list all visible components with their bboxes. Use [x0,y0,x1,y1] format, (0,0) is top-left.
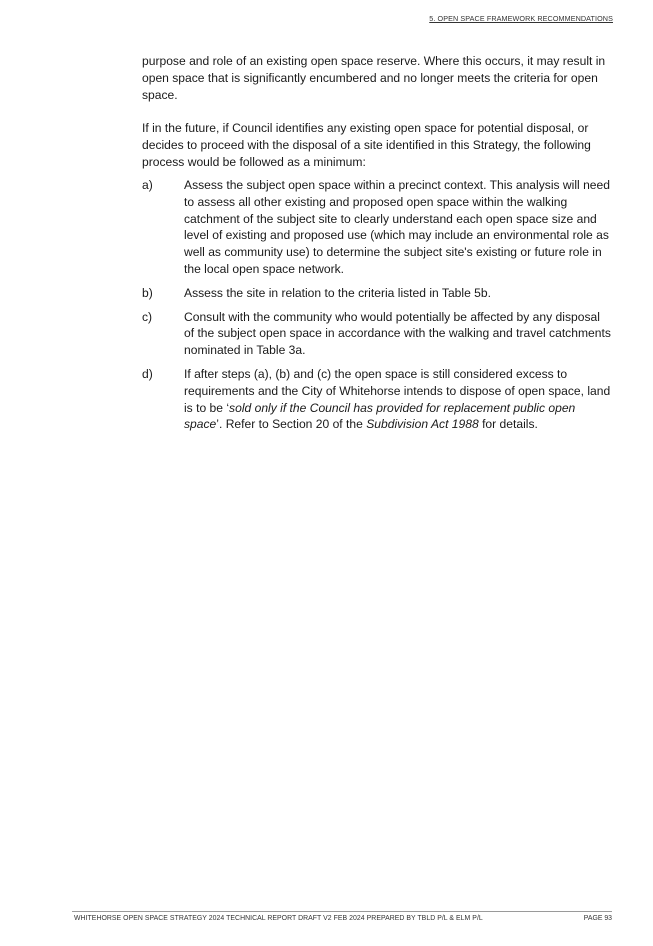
list-item-text [184,366,612,433]
page-number: PAGE 93 [583,915,612,922]
paragraph-intro: purpose and role of an existing open space reserve. Where this occurs, it may result in open space that is significantly encumbered and no longer meets the criteria for open space. [142,54,606,102]
list-marker: d) [142,366,153,381]
list-item [142,366,612,433]
list-marker: b) [142,285,153,300]
list-item-text-after: for details. [478,417,538,432]
list-item-text-middle: ’. Refer to Section 20 of the [216,417,367,432]
footer-document-info: WHITEHORSE OPEN SPACE STRATEGY 2024 TECHNICAL REPORT DRAFT V2 FEB 2024 PREPARED BY TBLD P/L & ELM P/L [74,915,483,922]
list-item [142,285,612,302]
list-item-text: Consult with the community who would potentially be affected by any disposal of the subject open space in accordance with the walking and travel catchments nominated in Table 3a. [184,309,611,358]
list-item-italic-act: Subdivision Act 1988 [366,417,479,432]
list-marker: c) [142,309,153,324]
list-item [142,177,612,278]
list-item-italic-quote: sold only if the Council has provided for replacement public open space [184,400,576,432]
process-list [142,177,612,440]
list-marker: a) [142,178,153,192]
paragraph-disposal-process: If in the future, if Council identifies any existing open space for potential disposal, or decides to proceed with the disposal of a site identified in this Strategy, the following process would be followed as a minimum: [142,121,591,169]
list-item-text: Assess the site in relation to the criteria listed in Table 5b. [184,285,491,300]
section-header: 5. OPEN SPACE FRAMEWORK RECOMMENDATIONS [429,14,613,23]
list-item [142,309,612,359]
list-item-text-before: If after steps (a), (b) and (c) the open space is still considered excess to requirements and the City of Whitehorse intends to dispose of open space, land is to be ‘ [184,366,611,415]
list-item-text: Assess the subject open space within a precinct context. This analysis will need to assess all other existing and proposed open space within the walking catchment of the subject site to clearly understand each open space size and level of existing and proposed use (which may include an environmental role as well as community use) to determine the subject site's existing or future role in the local open space network. [184,178,610,276]
footer-divider [72,911,612,912]
